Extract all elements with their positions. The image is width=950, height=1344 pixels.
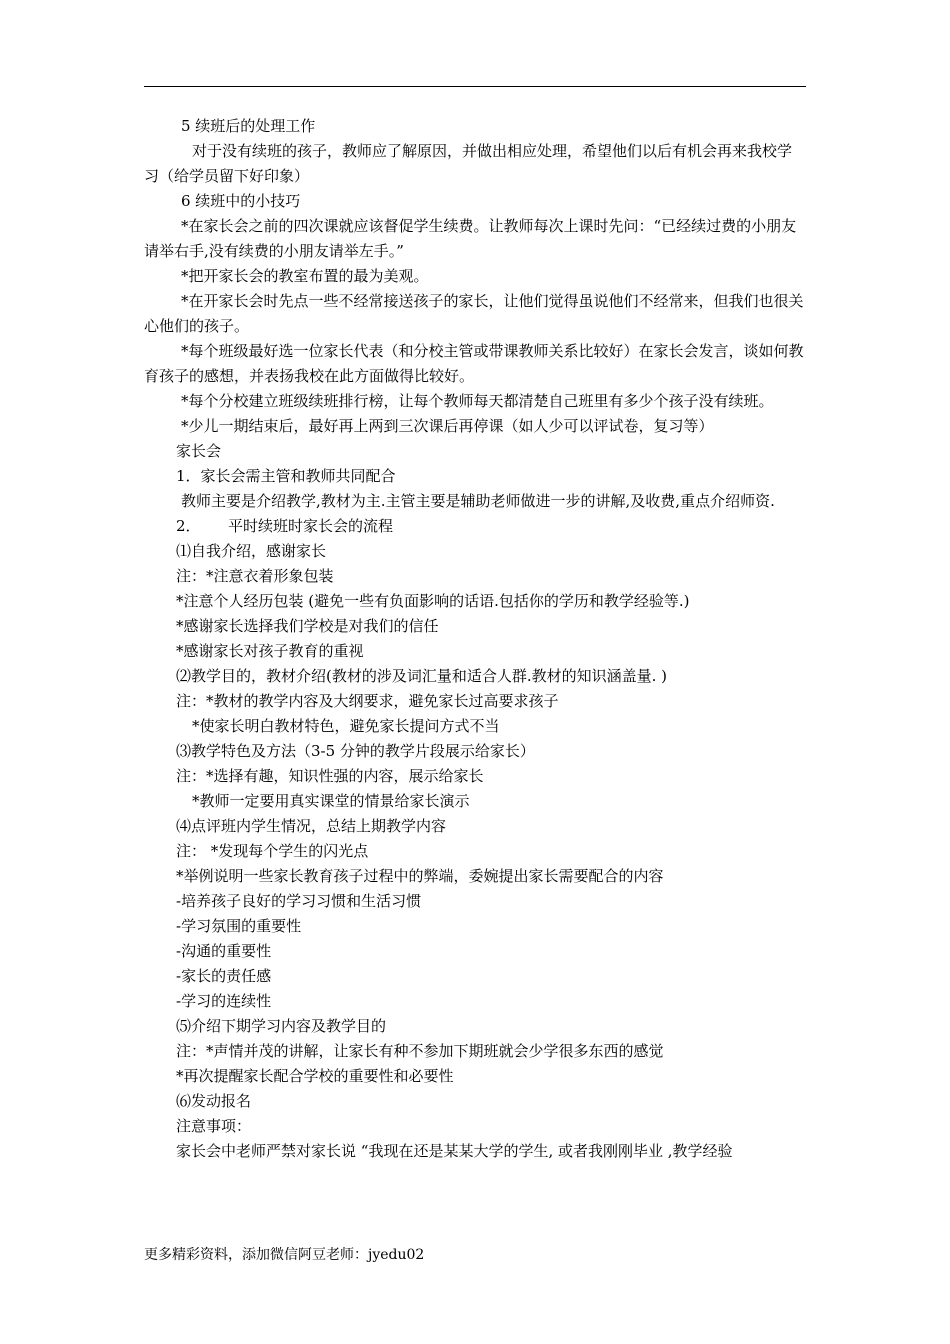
note-item: *注意个人经历包装 (避免一些有负面影响的话语.包括你的学历和教学经验等.) bbox=[176, 592, 690, 610]
header-rule bbox=[144, 86, 806, 87]
tip-item: *每个分校建立班级续班排行榜，让每个教师每天都清楚自己班里有多少个孩子没有续班。 bbox=[181, 392, 774, 410]
list-number: 2． bbox=[176, 517, 201, 535]
note-item: *再次提醒家长配合学校的重要性和必要性 bbox=[176, 1067, 454, 1085]
dash-item: -学习氛围的重要性 bbox=[176, 917, 302, 935]
section-heading: 注意事项： bbox=[176, 1117, 252, 1135]
note-item: 注：*选择有趣，知识性强的内容，展示给家长 bbox=[176, 767, 484, 785]
tip-item: *在开家长会时先点一些不经常接送孩子的家长，让他们觉得虽说他们不经常来，但我们也很关心他们的孩子。 bbox=[144, 292, 804, 335]
tip-item: *在家长会之前的四次课就应该督促学生续费。让教师每次上课时先问：“已经续过费的小朋友请举右手,没有续费的小朋友请举左手。” bbox=[144, 217, 797, 260]
paragraph: 家长会中老师严禁对家长说 “我现在还是某某大学的学生, 或者我刚刚毕业 ,教学经验 bbox=[176, 1142, 733, 1160]
step-heading: ⑷点评班内学生情况，总结上期教学内容 bbox=[176, 817, 447, 835]
note-item: *使家长明白教材特色，避免家长提问方式不当 bbox=[192, 717, 500, 735]
list-text: 平时续班时家长会的流程 bbox=[228, 517, 394, 535]
document-body bbox=[144, 114, 806, 1164]
step-heading: ⑸介绍下期学习内容及教学目的 bbox=[176, 1017, 387, 1035]
dash-item: -沟通的重要性 bbox=[176, 942, 272, 960]
note-item: 注：*教材的教学内容及大纲要求，避免家长过高要求孩子 bbox=[176, 692, 559, 710]
note-item: 注： *发现每个学生的闪光点 bbox=[176, 842, 369, 860]
step-heading: ⑶教学特色及方法（3-5 分钟的教学片段展示给家长） bbox=[176, 742, 535, 760]
note-item: 注：*注意衣着形象包装 bbox=[176, 567, 334, 585]
dash-item: -家长的责任感 bbox=[176, 967, 272, 985]
note-item: *举例说明一些家长教育孩子过程中的弊端，委婉提出家长需要配合的内容 bbox=[176, 867, 664, 885]
numbered-heading bbox=[144, 514, 806, 539]
dash-item: -学习的连续性 bbox=[176, 992, 272, 1010]
note-item: *教师一定要用真实课堂的情景给家长演示 bbox=[192, 792, 470, 810]
section-heading: 6 续班中的小技巧 bbox=[181, 192, 301, 210]
section-heading: 5 续班后的处理工作 bbox=[181, 117, 316, 135]
note-item: *感谢家长选择我们学校是对我们的信任 bbox=[176, 617, 439, 635]
note-item: 注：*声情并茂的讲解，让家长有种不参加下期班就会少学很多东西的感觉 bbox=[176, 1042, 664, 1060]
dash-item: -培养孩子良好的学习习惯和生活习惯 bbox=[176, 892, 422, 910]
tip-item: *把开家长会的教室布置的最为美观。 bbox=[181, 267, 429, 285]
step-heading: ⑴自我介绍，感谢家长 bbox=[176, 542, 327, 560]
tip-item: *每个班级最好选一位家长代表（和分校主管或带课教师关系比较好）在家长会发言，谈如何教育孩子的感想，并表扬我校在此方面做得比较好。 bbox=[144, 342, 804, 385]
tip-item: *少儿一期结束后，最好再上两到三次课后再停课（如人少可以评试卷，复习等） bbox=[181, 417, 714, 435]
paragraph: 对于没有续班的孩子，教师应了解原因，并做出相应处理，希望他们以后有机会再来我校学习（给学员留下好印象） bbox=[144, 142, 793, 185]
paragraph: 教师主要是介绍教学,教材为主.主管主要是辅助老师做进一步的讲解,及收费,重点介绍师资. bbox=[181, 492, 775, 510]
section-heading: 家长会 bbox=[176, 442, 222, 460]
step-heading: ⑵教学目的，教材介绍(教材的涉及词汇量和适合人群.教材的知识涵盖量. ) bbox=[176, 667, 668, 685]
page-footer: 更多精彩资料，添加微信阿豆老师：jyedu02 bbox=[144, 1247, 425, 1263]
numbered-heading: 1．家长会需主管和教师共同配合 bbox=[176, 467, 396, 485]
step-heading: ⑹发动报名 bbox=[176, 1092, 252, 1110]
note-item: *感谢家长对孩子教育的重视 bbox=[176, 642, 364, 660]
